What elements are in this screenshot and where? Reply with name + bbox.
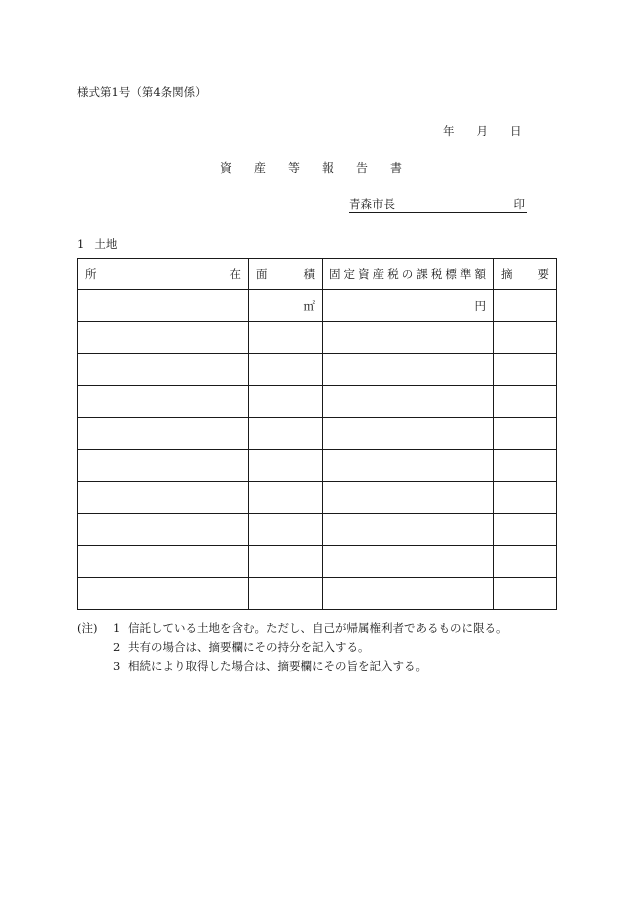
notes-lead: (注) xyxy=(77,621,98,635)
header-area: 面 積 xyxy=(249,259,323,290)
note-item xyxy=(77,657,508,676)
tax-base-cell[interactable] xyxy=(323,578,494,610)
table-row xyxy=(78,482,557,514)
location-cell[interactable] xyxy=(78,386,249,418)
area-cell[interactable] xyxy=(249,418,323,450)
recipient-line xyxy=(349,196,527,213)
remarks-cell[interactable] xyxy=(494,482,557,514)
header-location: 所 在 xyxy=(78,259,249,290)
header-remarks: 摘 要 xyxy=(494,259,557,290)
table-row xyxy=(78,354,557,386)
table-row xyxy=(78,290,557,322)
remarks-cell[interactable] xyxy=(494,514,557,546)
note-text: 相続により取得した場合は、摘要欄にその旨を記入する。 xyxy=(128,659,427,673)
remarks-cell[interactable] xyxy=(494,354,557,386)
area-cell[interactable] xyxy=(249,514,323,546)
section-number: 1 xyxy=(77,237,85,251)
notes-section xyxy=(77,619,508,676)
table-row xyxy=(78,322,557,354)
remarks-cell[interactable] xyxy=(494,546,557,578)
note-number: 3 xyxy=(113,659,121,673)
header-tax-base: 固 定 資 産 税 の 課 税 標 準 額 xyxy=(323,259,494,290)
value-unit: 円 xyxy=(474,298,486,313)
location-cell[interactable] xyxy=(78,546,249,578)
tax-base-cell[interactable] xyxy=(323,514,494,546)
section-label: 土地 xyxy=(94,237,118,251)
note-number: 2 xyxy=(113,640,121,654)
note-item xyxy=(77,638,508,657)
location-cell[interactable] xyxy=(78,578,249,610)
remarks-cell[interactable] xyxy=(494,290,557,322)
table-row xyxy=(78,546,557,578)
remarks-cell[interactable] xyxy=(494,386,557,418)
area-cell[interactable] xyxy=(249,354,323,386)
location-cell[interactable] xyxy=(78,322,249,354)
area-cell[interactable] xyxy=(249,578,323,610)
location-cell[interactable] xyxy=(78,354,249,386)
tax-base-cell[interactable] xyxy=(323,450,494,482)
remarks-cell[interactable] xyxy=(494,322,557,354)
area-cell[interactable] xyxy=(249,290,323,322)
note-number: 1 xyxy=(113,621,121,635)
location-cell[interactable] xyxy=(78,450,249,482)
table-row xyxy=(78,386,557,418)
tax-base-cell[interactable] xyxy=(323,482,494,514)
area-cell[interactable] xyxy=(249,450,323,482)
note-text: 信託している土地を含む。ただし、自己が帰属権利者であるものに限る。 xyxy=(128,621,508,635)
location-cell[interactable] xyxy=(78,482,249,514)
month-label: 月 xyxy=(476,124,488,138)
area-cell[interactable] xyxy=(249,386,323,418)
land-table xyxy=(77,258,557,610)
remarks-cell[interactable] xyxy=(494,450,557,482)
tax-base-cell[interactable] xyxy=(323,546,494,578)
date-fields xyxy=(443,123,522,139)
table-row xyxy=(78,450,557,482)
section-heading xyxy=(77,236,117,252)
tax-base-cell[interactable] xyxy=(323,386,494,418)
recipient-name: 青森市長 xyxy=(349,197,395,211)
form-number-label: 様式第1号（第4条関係） xyxy=(77,85,207,99)
tax-base-cell[interactable] xyxy=(323,290,494,322)
document-title: 資産等報告書 xyxy=(220,161,425,175)
tax-base-cell[interactable] xyxy=(323,354,494,386)
location-cell[interactable] xyxy=(78,290,249,322)
note-item xyxy=(77,619,508,638)
seal-mark: 印 xyxy=(513,197,525,211)
area-unit: ㎡ xyxy=(303,298,315,313)
day-label: 日 xyxy=(510,124,522,138)
location-cell[interactable] xyxy=(78,514,249,546)
area-cell[interactable] xyxy=(249,482,323,514)
note-text: 共有の場合は、摘要欄にその持分を記入する。 xyxy=(128,640,370,654)
table-row xyxy=(78,578,557,610)
area-cell[interactable] xyxy=(249,322,323,354)
remarks-cell[interactable] xyxy=(494,418,557,450)
table-row xyxy=(78,514,557,546)
table-row xyxy=(78,418,557,450)
area-cell[interactable] xyxy=(249,546,323,578)
remarks-cell[interactable] xyxy=(494,578,557,610)
table-header-row xyxy=(78,259,557,290)
year-label: 年 xyxy=(443,124,455,138)
tax-base-cell[interactable] xyxy=(323,322,494,354)
location-cell[interactable] xyxy=(78,418,249,450)
tax-base-cell[interactable] xyxy=(323,418,494,450)
